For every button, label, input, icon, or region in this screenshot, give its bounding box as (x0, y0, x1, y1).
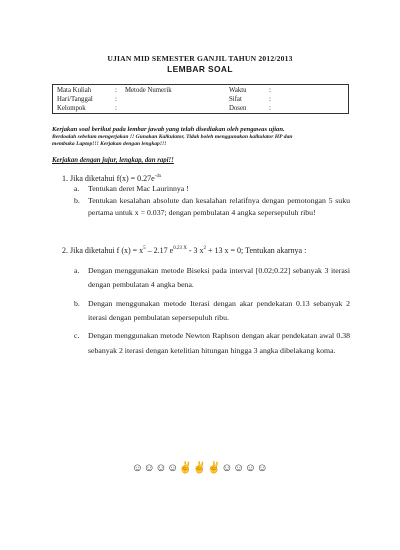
item-marker: b. (74, 299, 80, 308)
question-1-item-a (74, 183, 350, 195)
formula-exponent: 2 (203, 246, 207, 251)
course-info-box (52, 84, 349, 114)
instruction-sub-line2: membuka Laptop!!! Kerjakan dengan lengkap!!! (52, 141, 167, 147)
honesty-note: Kerjakan dengan jujur, lengkap, dan rapi!! (52, 157, 174, 164)
item-marker: a. (74, 184, 80, 193)
question-text: Jika diketahui (70, 246, 115, 255)
item-text: Tentukan deret Mac Laurinnya ! (88, 184, 189, 193)
item-text: Dengan menggunakan metode Iterasi dengan akar pendekatan 0.13 sebanyak 2 iterasi dengan pembulatan sepersepuluh ribu. (88, 299, 350, 322)
instruction-main: Kerjakan soal berikut pada lembar jawab yang telah disediakan oleh pengawas ujian. (52, 126, 285, 133)
sheet-title: LEMBAR SOAL (167, 64, 233, 74)
footer-decoration: ☺☺☺☺✌✌✌☺☺☺☺ (131, 462, 269, 474)
info-label: Kelompok (57, 105, 86, 112)
info-label: Hari/Tanggal (57, 96, 93, 103)
formula-exponent: 5 (143, 246, 146, 251)
question-number: 1. (62, 174, 68, 183)
formula-base: f(x) = 0.27e (116, 174, 155, 183)
formula-exponent: -4x (154, 174, 162, 179)
item-text: Dengan menggunakan metode Biseksi pada interval [0.02;0.22] sebanyak 3 iterasi dengan pembulatan 4 angka bena. (88, 266, 350, 289)
formula-part: – 2.17 e (145, 246, 174, 255)
instruction-sub (52, 134, 352, 148)
item-marker: c. (74, 331, 80, 340)
item-text: Tentukan kesalahan absolute dan kesalahan relatifnya dengan pemotongan 5 suku pertama untuk x = 0.037; dengan pembulatan 4 angka sepersepuluh ribu! (88, 196, 350, 217)
instruction-sub-line1: Berdoalah sebelum mengerjakan !! Gunakan Kalkulator, Tidak boleh menggunakan kalkulator HP dan (52, 134, 293, 140)
question-2-item-c (74, 329, 350, 358)
question-2 (62, 243, 362, 257)
question-text: Jika diketahui (70, 174, 115, 183)
formula-part: + 13 x = 0; Tentukan akarnya : (206, 246, 307, 255)
info-label: Waktu (229, 87, 247, 94)
info-value-course: Metode Numerik (125, 87, 172, 94)
info-label: Sifat (229, 96, 242, 103)
info-sep: : (115, 96, 117, 103)
item-marker: b. (74, 196, 80, 205)
info-sep: : (115, 105, 117, 112)
info-sep: : (269, 87, 271, 94)
question-formula (117, 246, 307, 255)
question-2-item-b (74, 297, 350, 325)
info-sep: : (269, 105, 271, 112)
question-number: 2. (62, 246, 68, 255)
info-sep: : (269, 96, 271, 103)
info-label: Mata Kuliah (57, 87, 92, 94)
question-formula (117, 174, 162, 183)
item-text: Dengan menggunakan metode Newton Raphson dengan akar pendekatan awal 0.38 sebanyak 2 iterasi dengan ketelitian hitungan hingga 3 angka dibelakang koma. (88, 331, 350, 355)
question-1-item-b (74, 195, 350, 218)
question-2-item-a (74, 264, 350, 292)
item-marker: a. (74, 266, 80, 275)
formula-exponent: 0.23 X (173, 246, 187, 251)
info-sep: : (115, 87, 117, 94)
formula-part: f (x) = x (116, 246, 144, 255)
formula-part: - 3 x (186, 246, 204, 255)
exam-title: UJIAN MID SEMESTER GANJIL TAHUN 2012/2013 (107, 54, 293, 63)
info-label: Dosen (229, 105, 247, 112)
